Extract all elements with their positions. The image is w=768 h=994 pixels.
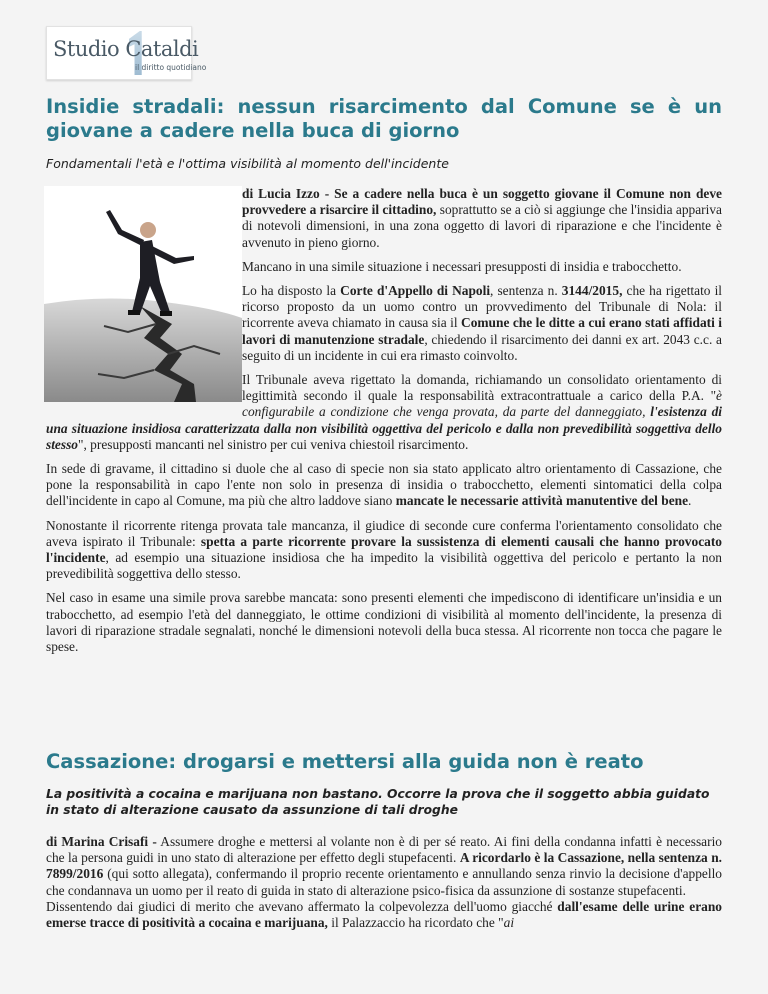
paragraph-7: Nel caso in esame una simile prova sarebbe mancata: sono presenti elementi che impediscono di identificare un'insidia e un trabocchetto, ad esempio l'età del danneggiato, le ottime condizioni di visibilità al momento dell'incidente, la presenza di lavori di riparazione stradale segnalati, nonché le dimensioni notevoli della buca stessa. Al ricorrente non tocca che pagare le spese. [46, 590, 722, 655]
paragraph-5: In sede di gravame, il cittadino si duole che al caso di specie non sia stato applicato altro orientamento di Cassazione, che pone la responsabilità in capo l'ente non solo in presenza di insidia o trabocchetto, elementi sintomatici della colpa dell'incidente in capo al Comune, ma più che altro laddove siano mancate le necessarie attività manutentive del bene. [46, 461, 722, 509]
logo-tagline: il diritto quotidiano [135, 63, 207, 72]
article-2-paragraph-1: di Marina Crisafi - Assumere droghe e mettersi al volante non è di per sé reato. Ai fini della condanna infatti è necessario che la persona guidi in uno stato di alterazione per effetto degli stupefacenti. A ricordarlo è la Cassazione, nella sentenza n. 7899/2016 (qui sotto allegata), confermando il proprio recente orientamento e annullando senza rinvio la decisione d'appello che condannava un uomo per il reato di guida in stato di alterazione psico-fisica da assunzione di sostanze stupefacenti. [46, 834, 722, 898]
article-2-title: Cassazione: drogarsi e mettersi alla guida non è reato [46, 750, 644, 773]
paragraph-3: Lo ha disposto la Corte d'Appello di Napoli, sentenza n. 3144/2015, che ha rigettato il ricorso proposto da un uomo contro un provvedimento del Tribunale di Nola: il ricorrente aveva chiamato in causa sia il Comune che le ditte a cui erano stati affidati i lavori di manutenzione stradale, chiedendo il risarcimento dei danni ex art. 2043 c.c. a seguito di un incidente in cui era rimasto coinvolto. [242, 283, 723, 363]
logo-name: Studio Cataldi [53, 37, 199, 61]
article-2-paragraph-2: Dissentendo dai giudici di merito che avevano affermato la colpevolezza dell'uomo giacché dall'esame delle urine erano emerse tracce di positività a cocaina e marijuana, il Palazzaccio ha ricordato che "ai [46, 898, 722, 931]
paragraph-6: Nonostante il ricorrente ritenga provata tale mancanza, il giudice di seconde cure conferma l'orientamento consolidato che aveva ispirato il Tribunale: spetta a parte ricorrente provare la sussistenza di elementi causali che hanno provocato l'incidente, ad esempio una situazione insidiosa che ha impedito la visibilità oggettiva del pericolo e pertanto la non prevedibilità soggettiva dello stesso. [46, 517, 722, 582]
article-body [46, 186, 722, 663]
article-2-body [46, 834, 722, 931]
man-head [140, 222, 156, 238]
site-logo[interactable] [46, 26, 207, 80]
man-falling-crack-illustration [44, 186, 242, 402]
article-title: Insidie stradali: nessun risarcimento dal Comune se è un giovane a cadere nella buca di giorno [46, 95, 722, 142]
article-subtitle: Fondamentali l'età e l'ottima visibilità al momento dell'incidente [46, 156, 449, 171]
article-image [44, 186, 242, 402]
paragraph-1: di Lucia Izzo - Se a cadere nella buca è un soggetto giovane il Comune non deve provvedere a risarcire il cittadino, soprattutto se a ciò si aggiunge che l'insidia appariva di notevoli dimensioni, in una zona oggetto di lavori di riparazione e che l'incidente è avvenuto in pieno giorno. [242, 186, 722, 250]
paragraph-4: Il Tribunale aveva rigettato la domanda, richiamando un consolidato orientamento di legittimità secondo il quale la responsabilità extracontrattuale a carico della P.A. "è configurabile a condizione che venga provata, da parte del danneggiato, l'esistenza di una situazione insidiosa caratterizzata dalla non visibilità oggettiva del pericolo e dalla non prevedibilità soggettiva dello stesso", presupposti mancanti nel sinistro per cui veniva chiestoil risarcimento. [46, 372, 722, 452]
article-2-subtitle: La positività a cocaina e marijuana non bastano. Occorre la prova che il soggetto abbia guidato in stato di alterazione causato da assunzione di tali droghe [46, 787, 710, 817]
paragraph-2: Mancano in una simile situazione i necessari presupposti di insidia e trabocchetto. [242, 258, 682, 274]
road-surface [44, 298, 242, 402]
